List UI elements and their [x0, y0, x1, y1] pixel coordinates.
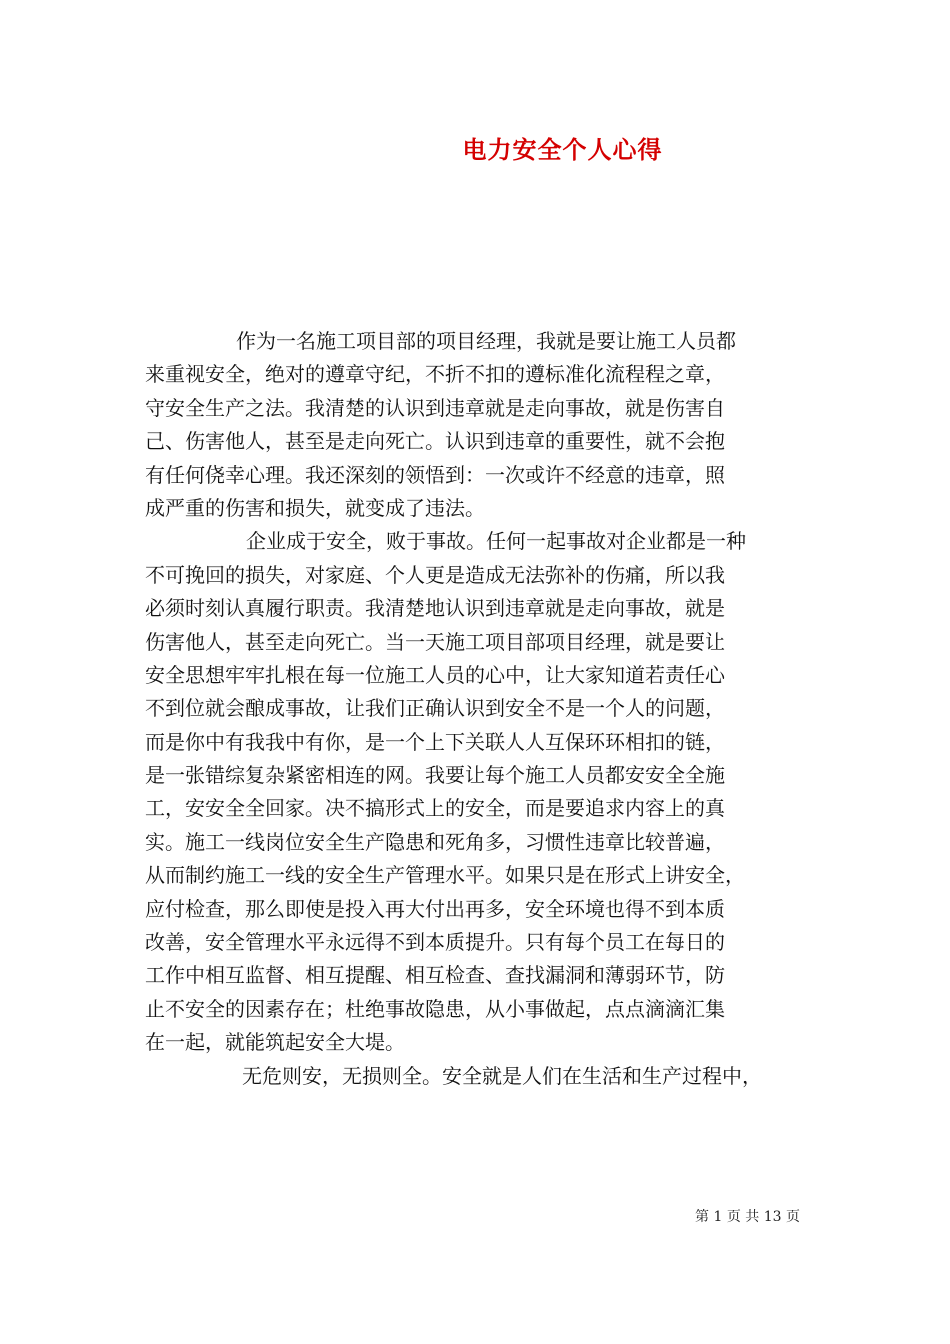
text-line: 成严重的伤害和损失，就变成了违法。: [145, 495, 485, 520]
text-line: 企业成于安全，败于事故。任何一起事故对企业都是一种: [246, 529, 746, 554]
text-line: 从而制约施工一线的安全生产管理水平。如果只是在形式上讲安全，: [145, 863, 745, 888]
text-line: 无危则安，无损则全。安全就是人们在生活和生产过程中，: [242, 1063, 762, 1088]
text-line: 作为一名施工项目部的项目经理，我就是要让施工人员都: [236, 329, 736, 353]
paragraph: [145, 1060, 810, 1093]
text-line: 有任何侥幸心理。我还深刻的领悟到：一次或许不经意的违章，照: [145, 462, 725, 487]
text-line: 实。施工一线岗位安全生产隐患和死角多，习惯性违章比较普遍，: [145, 829, 725, 854]
paragraph: [145, 325, 810, 525]
text-line: 工作中相互监督、相互提醒、相互检查、查找漏洞和薄弱环节，防: [145, 963, 725, 988]
document-body: [145, 325, 810, 1093]
text-line: 改善，安全管理水平永远得不到本质提升。只有每个员工在每日的: [145, 930, 725, 955]
text-line: 必须时刻认真履行职责。我清楚地认识到违章就是走向事故，就是: [145, 596, 725, 621]
text-line: 在一起，就能筑起安全大堤。: [145, 1030, 405, 1055]
text-line: 工，安安全全回家。决不搞形式上的安全，而是要追求内容上的真: [145, 796, 725, 821]
text-line: 伤害他人，甚至走向死亡。当一天施工项目部项目经理，就是要让: [145, 629, 725, 654]
text-line: 来重视安全，绝对的遵章守纪，不折不扣的遵标准化流程程之章，: [145, 362, 725, 387]
page-number: 第 1 页 共 13 页: [695, 1209, 800, 1225]
text-line: 守安全生产之法。我清楚的认识到违章就是走向事故，就是伤害自: [145, 395, 725, 420]
text-line: 应付检查，那么即使是投入再大付出再多，安全环境也得不到本质: [145, 896, 725, 921]
text-line: 而是你中有我我中有你，是一个上下关联人人互保环环相扣的链，: [145, 729, 725, 754]
text-line: 己、伤害他人，甚至是走向死亡。认识到违章的重要性，就不会抱: [145, 429, 725, 454]
paragraph: [145, 525, 810, 1059]
text-line: 是一张错综复杂紧密相连的网。我要让每个施工人员都安安全全施: [145, 763, 725, 788]
text-line: 不到位就会酿成事故，让我们正确认识到安全不是一个人的问题，: [145, 696, 725, 721]
document-title: 电力安全个人心得: [462, 135, 663, 164]
text-line: 不可挽回的损失，对家庭、个人更是造成无法弥补的伤痛，所以我: [145, 562, 725, 587]
text-line: 安全思想牢牢扎根在每一位施工人员的心中，让大家知道若责任心: [145, 662, 725, 687]
text-line: 止不安全的因素存在；杜绝事故隐患，从小事做起，点点滴滴汇集: [145, 996, 725, 1021]
